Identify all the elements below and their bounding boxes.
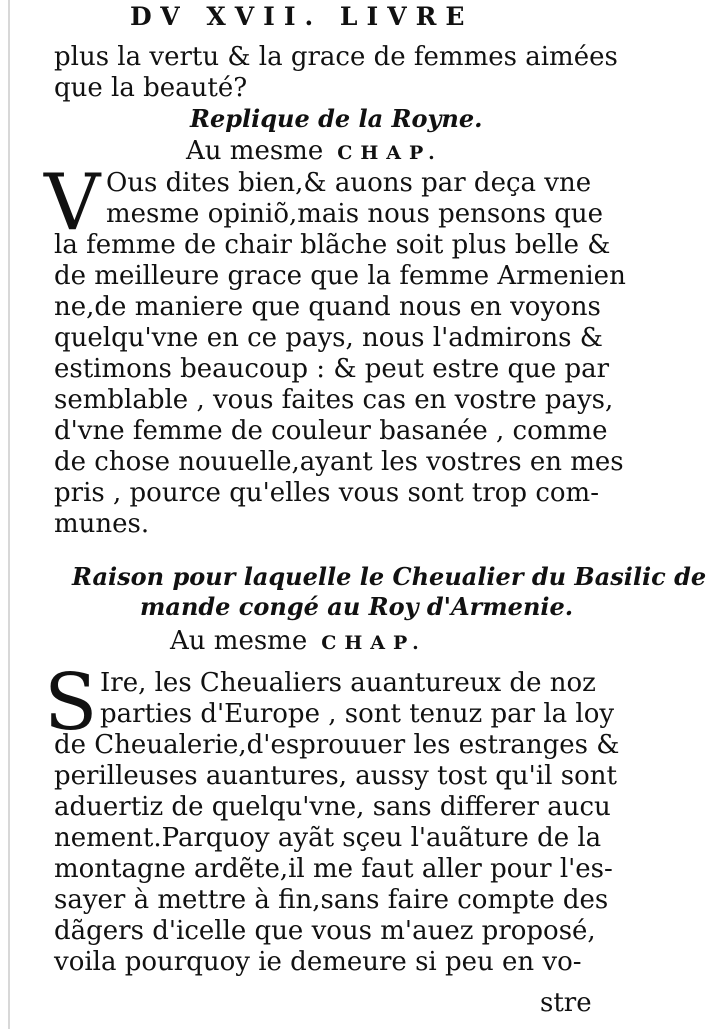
text-line: aduertiz de quelqu'vne, sans differer aucu [54, 792, 611, 822]
drop-cap: V [44, 158, 101, 248]
text-line: plus la vertu & la grace de femmes aimées [54, 42, 618, 72]
chapter-marker [186, 136, 443, 166]
text-line: Ire, les Cheualiers auantureux de noz [100, 668, 596, 698]
text-line: de meilleure grace que la femme Armenien [54, 261, 626, 291]
drop-cap: S [44, 658, 98, 748]
chapter-marker [170, 626, 427, 656]
text-line: montagne ardẽte,il me faut aller pour l'es- [54, 854, 613, 884]
text-line: dãgers d'icelle que vous m'auez proposé, [54, 916, 596, 946]
text-line: que la beauté? [54, 73, 248, 103]
chapter-prefix: Au mesme [186, 136, 324, 166]
section1-body [54, 168, 626, 540]
running-head: DV XVII. LIVRE [130, 2, 474, 31]
text-line: d'vne femme de couleur basanée , comme [54, 416, 608, 446]
text-line: Ous dites bien,& auons par deça vne [106, 168, 592, 198]
text-line: voila pourquoy ie demeure si peu en vo- [54, 947, 582, 977]
text-line: pris , pource qu'elles vous sont trop com- [54, 478, 599, 508]
text-line: la femme de chair blãche soit plus belle & [54, 230, 611, 260]
chapter-prefix: Au mesme [170, 626, 308, 656]
section-heading: Replique de la Royne. [190, 104, 483, 133]
section-heading-line: mande congé au Roy d'Armenie. [140, 592, 574, 621]
text-line: munes. [54, 509, 150, 539]
text-line: quelqu'vne en ce pays, nous l'admirons & [54, 323, 603, 353]
text-line: ne,de maniere que quand nous en voyons [54, 292, 601, 322]
intro-text [54, 42, 618, 104]
text-line: de Cheualerie,d'esprouuer les estranges & [54, 730, 620, 760]
text-line: nement.Parquoy ayãt sçeu l'auãture de la [54, 823, 602, 853]
chapter-word: CHAP. [337, 142, 443, 164]
section2-body [54, 668, 620, 978]
text-line: mesme opiniõ,mais nous pensons que [106, 199, 604, 229]
text-line: semblable , vous faites cas en vostre pays, [54, 385, 614, 415]
text-line: parties d'Europe , sont tenuz par la loy [100, 699, 615, 729]
text-line: de chose nouuelle,ayant les vostres en mes [54, 447, 624, 477]
catchword: stre [540, 988, 592, 1018]
text-line: estimons beaucoup : & peut estre que par [54, 354, 610, 384]
text-line: perilleuses auantures, aussy tost qu'il sont [54, 761, 617, 791]
text-line: sayer à mettre à fin,sans faire compte des [54, 885, 609, 915]
chapter-word: CHAP. [321, 632, 427, 654]
section-heading-line: Raison pour laquelle le Cheualier du Basilic de [72, 562, 707, 591]
scan-edge-divider [8, 0, 10, 1029]
